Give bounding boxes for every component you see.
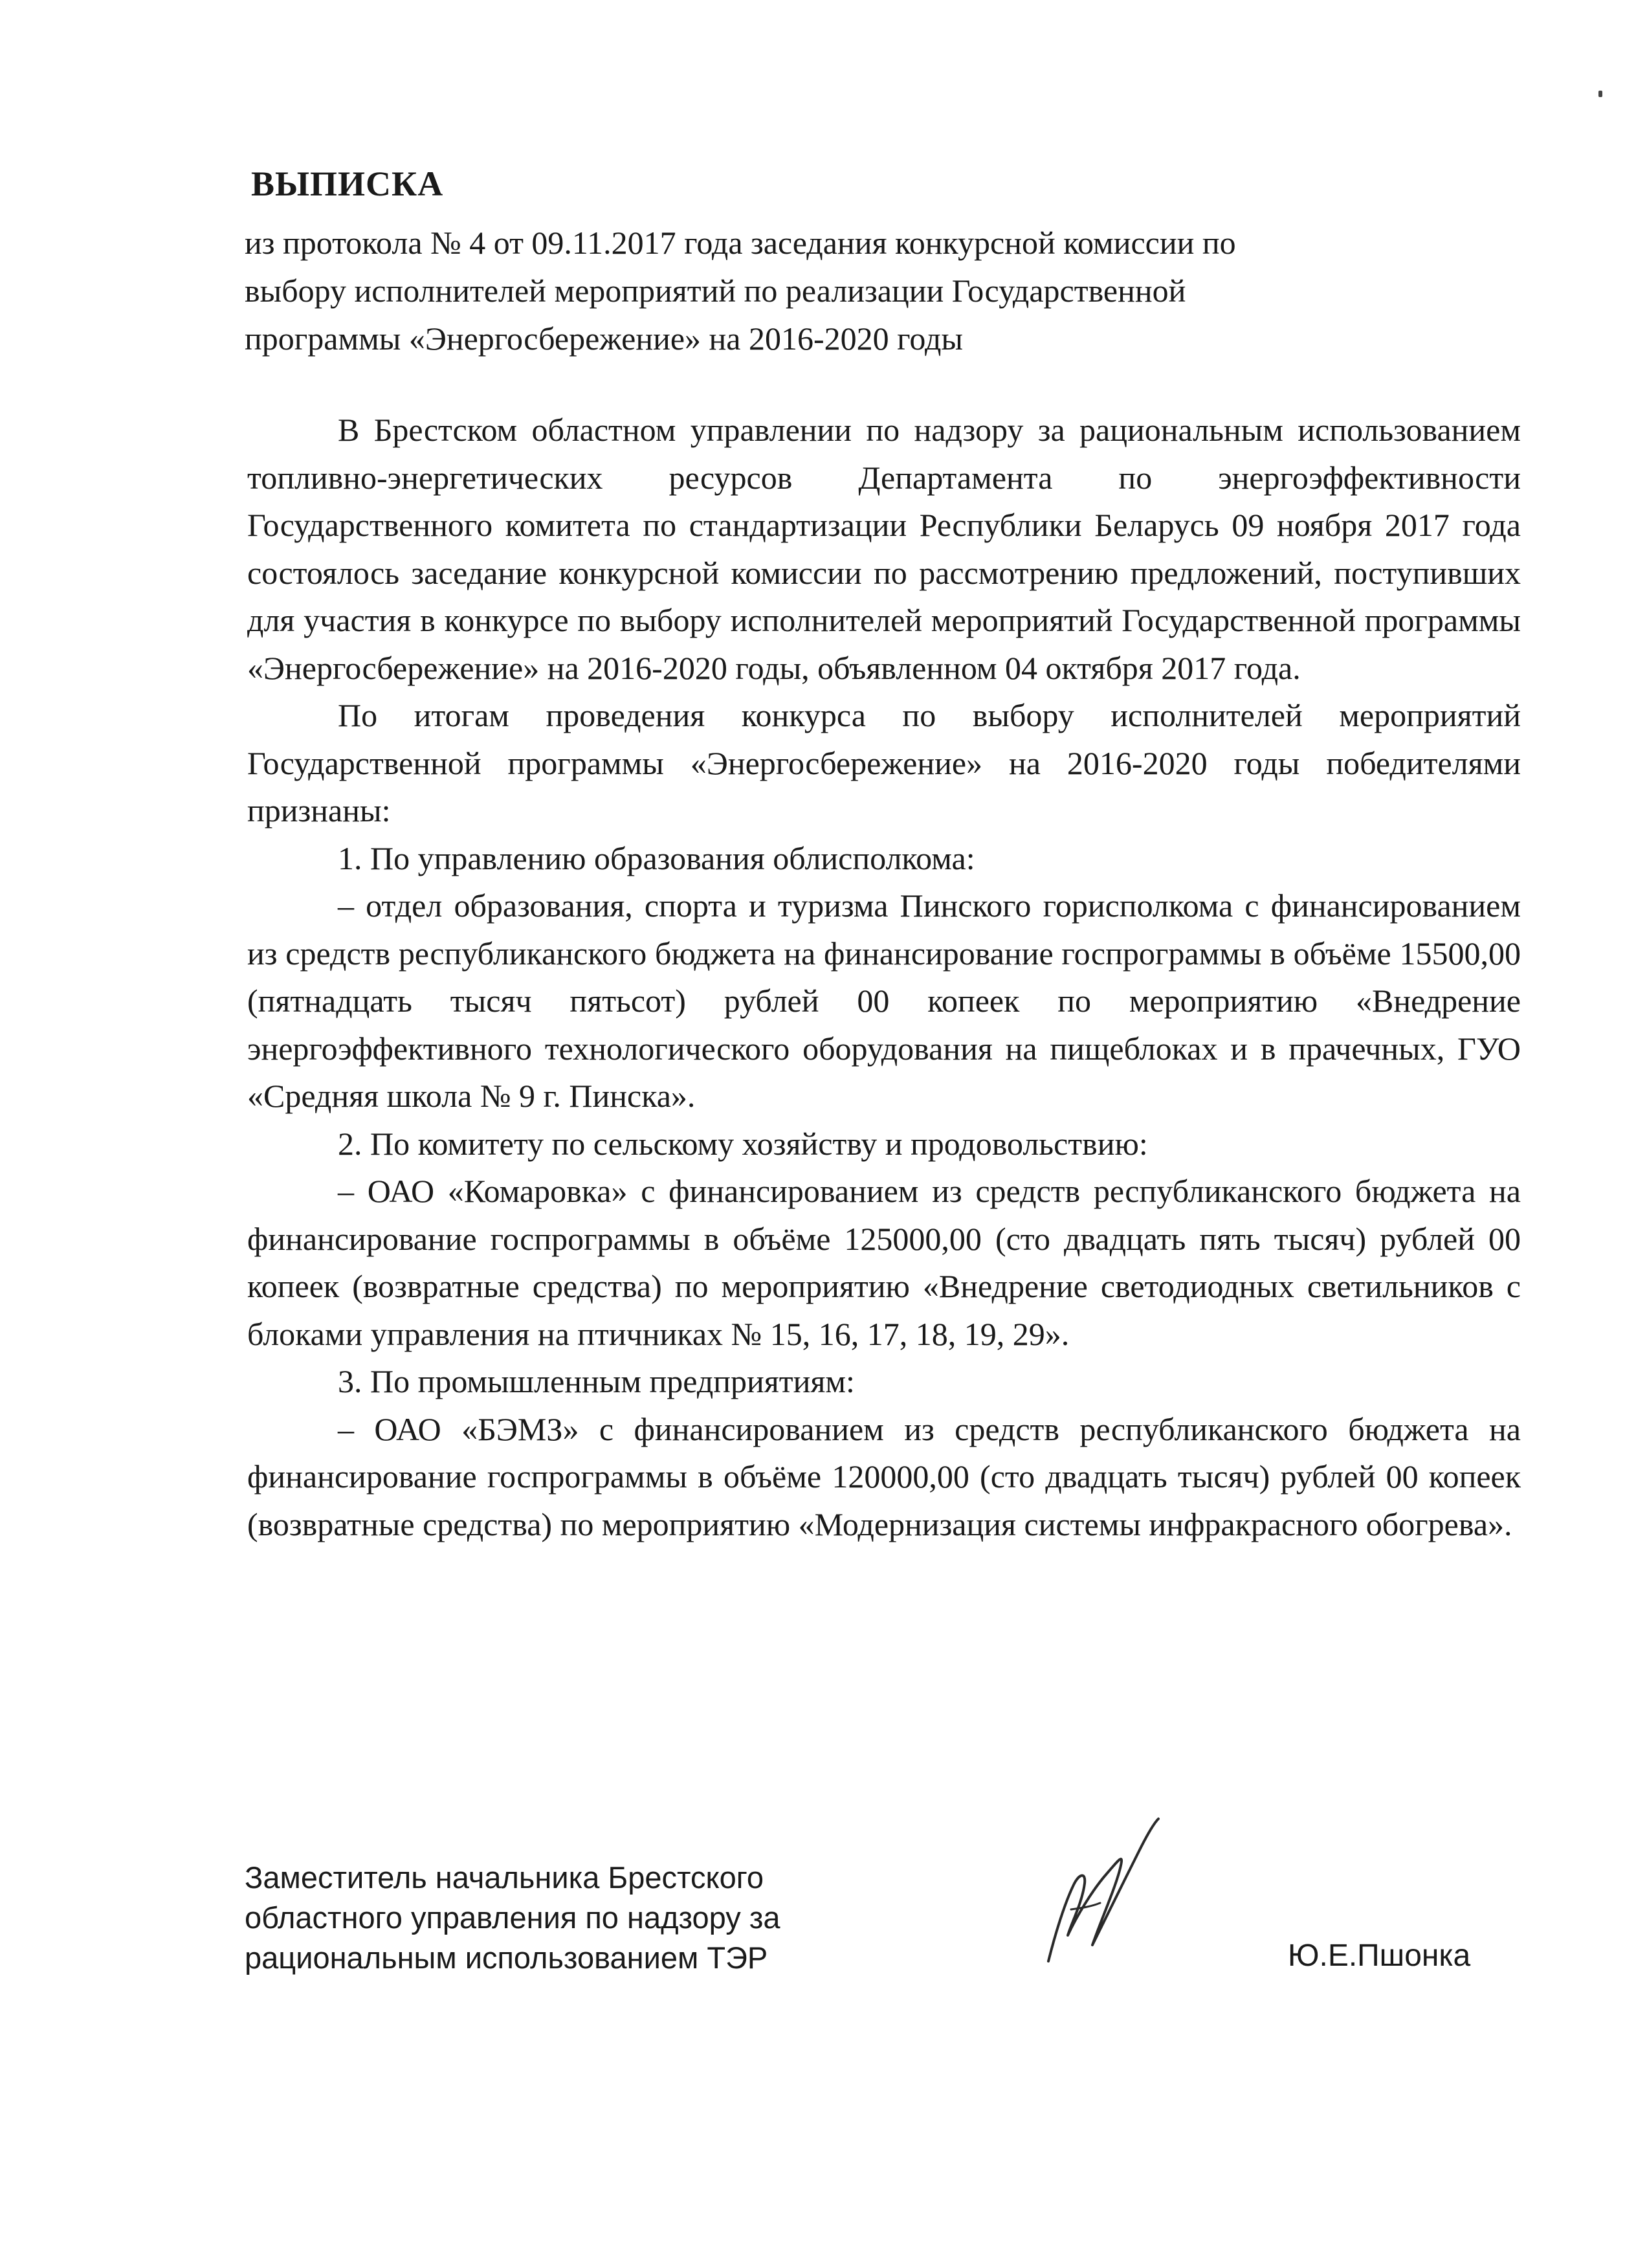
scan-speck <box>1598 91 1602 97</box>
document-subtitle <box>245 219 1513 362</box>
signatory-position-line: областного управления по надзору за <box>245 1900 780 1935</box>
section-heading-industry: 3. По промышленным предприятиям: <box>338 1363 855 1399</box>
winner-item-education: – отдел образования, спорта и туризма Пинского горисполкома с финансированием из средств республиканского бюджета на финансирование госпрограммы в объёме 15500,00 (пятнадцать тысяч пятьсот) рублей 00 копеек по мероприятию «Внедрение энергоэффективного технологического оборудования на пищеблоках и в прачечных, ГУО «Средняя школа № 9 г. Пинска». <box>247 887 1521 1114</box>
paragraph-meeting-info: В Брестском областном управлении по надзору за рациональным использованием топливно-энергетических ресурсов Департамента по энергоэффективности Государственного комитета по стандартизации Республики Беларусь 09 ноября 2017 года состоялось заседание конкурсной комиссии по рассмотрению предложений, поступивших для участия в конкурсе по выбору исполнителей мероприятий Государственной программы «Энергосбережение» на 2016-2020 годы, объявленном 04 октября 2017 года. <box>247 412 1521 686</box>
subtitle-line: из протокола № 4 от 09.11.2017 года заседания конкурсной комиссии по <box>245 225 1236 261</box>
document-title: ВЫПИСКА <box>251 164 444 203</box>
signatory-position-line: Заместитель начальника Брестского <box>245 1860 764 1895</box>
section-heading-agriculture: 2. По комитету по сельскому хозяйству и продовольствию: <box>338 1125 1148 1162</box>
handwritten-signature <box>1010 1812 1191 1981</box>
signatory-position <box>245 1858 780 1978</box>
signatory-position-line: рациональным использованием ТЭР <box>245 1940 768 1975</box>
section-heading-education: 1. По управлению образования облисполкома: <box>338 839 975 876</box>
winner-item-agriculture: – ОАО «Комаровка» с финансированием из средств республиканского бюджета на финансирование госпрограммы в объёме 125000,00 (сто двадцать пять тысяч) рублей 00 копеек (возвратные средства) по мероприятию «Внедрение светодиодных светильников с блоками управления на птичниках № 15, 16, 17, 18, 19, 29». <box>247 1173 1521 1352</box>
document-body <box>247 406 1521 1548</box>
subtitle-line: программы «Энергосбережение» на 2016-2020 годы <box>245 320 964 357</box>
signatory-name: Ю.Е.Пшонка <box>1288 1939 1471 1973</box>
paragraph-results-intro: По итогам проведения конкурса по выбору исполнителей мероприятий Государственной программы «Энергосбережение» на 2016-2020 годы победителями признаны: <box>247 697 1521 828</box>
subtitle-line: выбору исполнителей мероприятий по реализации Государственной <box>245 272 1186 309</box>
winner-item-industry: – ОАО «БЭМЗ» с финансированием из средств республиканского бюджета на финансирование госпрограммы в объёме 120000,00 (сто двадцать тысяч) рублей 00 копеек (возвратные средства) по мероприятию «Модернизация системы инфракрасного обогрева». <box>247 1410 1521 1542</box>
